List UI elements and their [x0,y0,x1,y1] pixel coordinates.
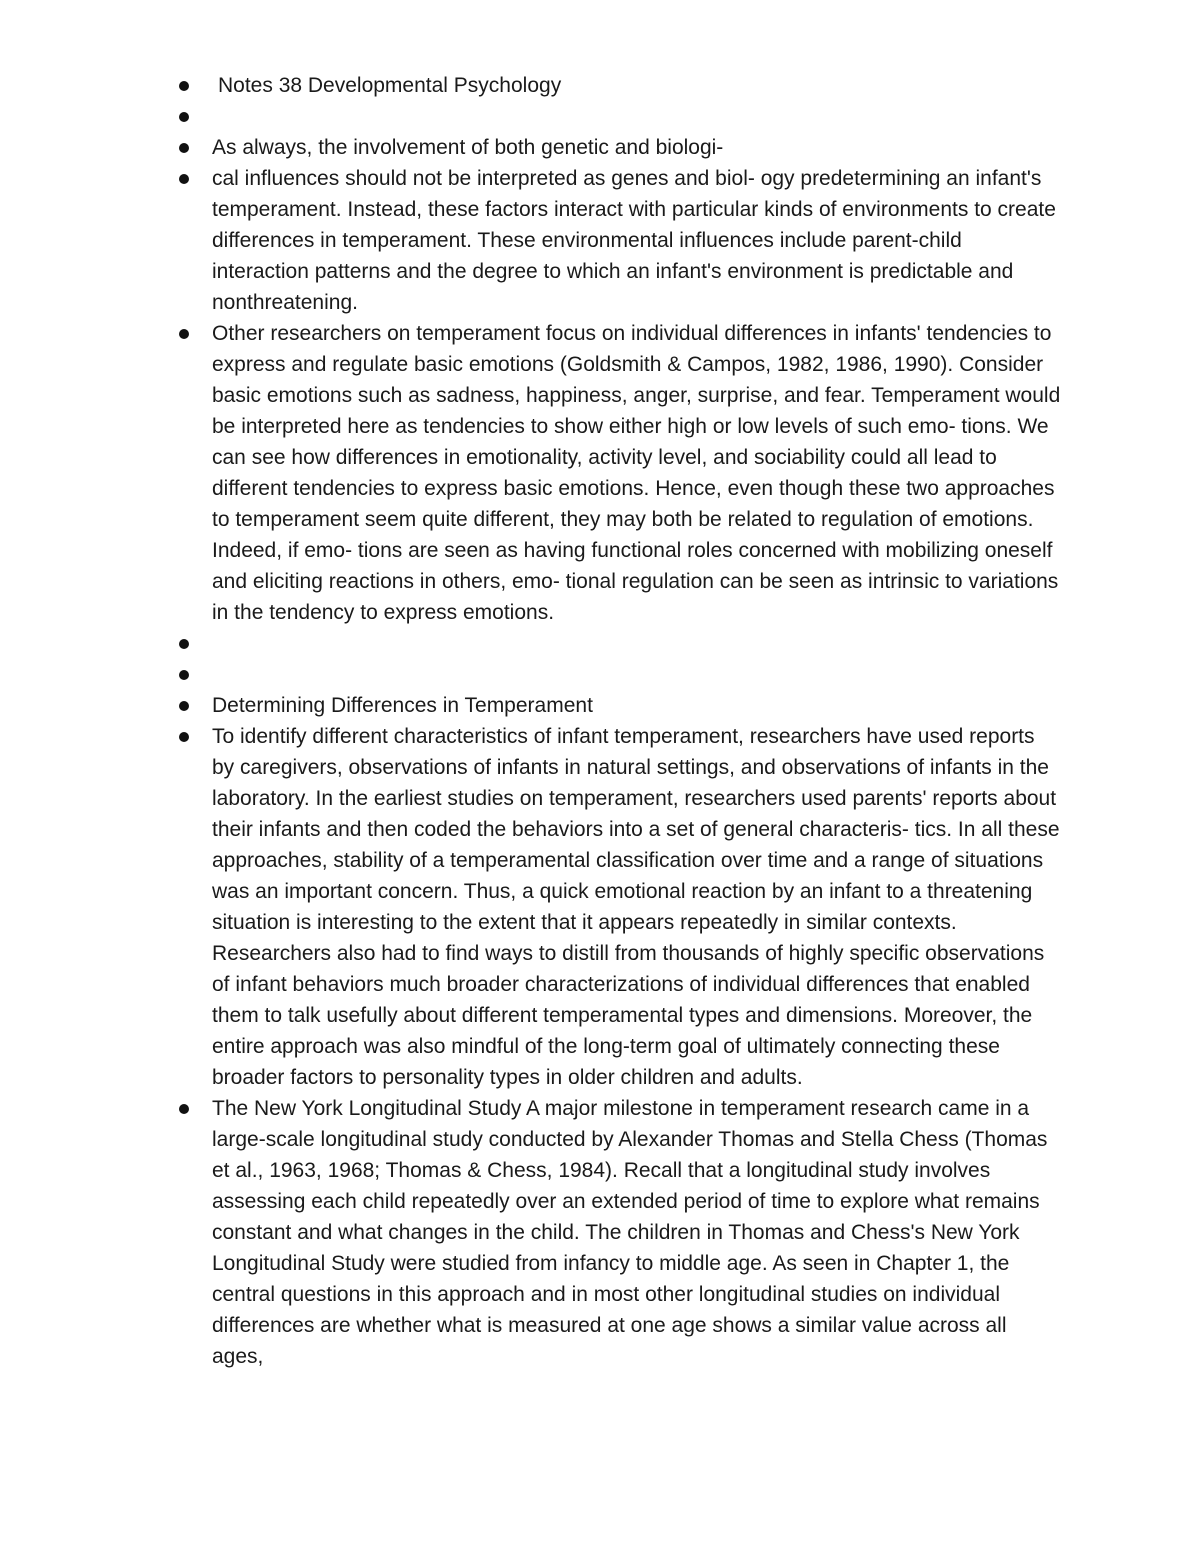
bullet-icon [179,81,189,91]
list-item-text: To identify different characteristics of infant temperament, researchers have used reports by caregivers, observations of infants in natural settings, and observations of infants in the laboratory. In the earliest studies on temperament, researchers used parents' reports about their infants and then coded the behaviors into a set of general characteris- tics. In all these approaches, stability of a temperamental classification over time and a range of situations was an important concern. Thus, a quick emotional reaction by an infant to a threatening situation is interesting to the extent that it appears repeatedly in similar contexts. Researchers also had to find ways to distill from thousands of highly specific observations of infant behaviors much broader characterizations of individual differences that enabled them to talk usefully about different temperamental types and dimensions. Moreover, the entire approach was also mindful of the long-term goal of ultimately connecting these broader factors to personality types in older children and adults. [212,725,1060,1089]
bullet-icon [179,701,189,711]
list-item [212,628,1062,659]
bullet-icon [179,670,189,680]
section-heading: Determining Differences in Temperament [212,694,593,717]
list-item [212,163,1062,318]
list-item [212,721,1062,1093]
list-item-text: Other researchers on temperament focus on individual differences in infants' tendencies to express and regulate basic emotions (Goldsmith & Campos, 1982, 1986, 1990). Consider basic emotions such as sadness, happiness, anger, surprise, and fear. Temperament would be interpreted here as tendencies to show either high or low levels of such emo- tions. We can see how differences in emotionality, activity level, and sociability could all lead to different tendencies to express basic emotions. Hence, even though these two approaches to temperament seem quite different, they may both be related to regulation of emotions. Indeed, if emo- tions are seen as having functional roles concerned with mobilizing oneself and eliciting reactions in others, emo- tional regulation can be seen as intrinsic to variations in the tendency to express emotions. [212,322,1061,624]
notes-bullet-list [212,70,1062,1372]
list-item [212,659,1062,690]
list-item [212,101,1062,132]
list-item [212,690,1062,721]
bullet-icon [179,1104,189,1114]
list-item-text: cal influences should not be interpreted as genes and biol- ogy predetermining an infant's temperament. Instead, these factors interact with particular kinds of environments to create differences in temperament. These environmental influences include parent-child interaction patterns and the degree to which an infant's environment is predictable and nonthreatening. [212,167,1056,314]
bullet-icon [179,329,189,339]
bullet-icon [179,639,189,649]
list-item-text: As always, the involvement of both genetic and biologi- [212,136,724,159]
bullet-icon [179,112,189,122]
list-item [212,318,1062,628]
bullet-icon [179,732,189,742]
bullet-icon [179,143,189,153]
list-item-text: The New York Longitudinal Study A major milestone in temperament research came in a large-scale longitudinal study conducted by Alexander Thomas and Stella Chess (Thomas et al., 1963, 1968; Thomas & Chess, 1984). Recall that a longitudinal study involves assessing each child repeatedly over an extended period of time to explore what remains constant and what changes in the child. The children in Thomas and Chess's New York Longitudinal Study were studied from infancy to middle age. As seen in Chapter 1, the central questions in this approach and in most other longitudinal studies on individual differences are whether what is measured at one age shows a similar value across all ages, [212,1097,1048,1368]
document-title: Notes 38 Developmental Psychology [218,74,562,97]
bullet-icon [179,174,189,184]
list-item [212,70,1062,101]
list-item [212,132,1062,163]
list-item [212,1093,1062,1372]
